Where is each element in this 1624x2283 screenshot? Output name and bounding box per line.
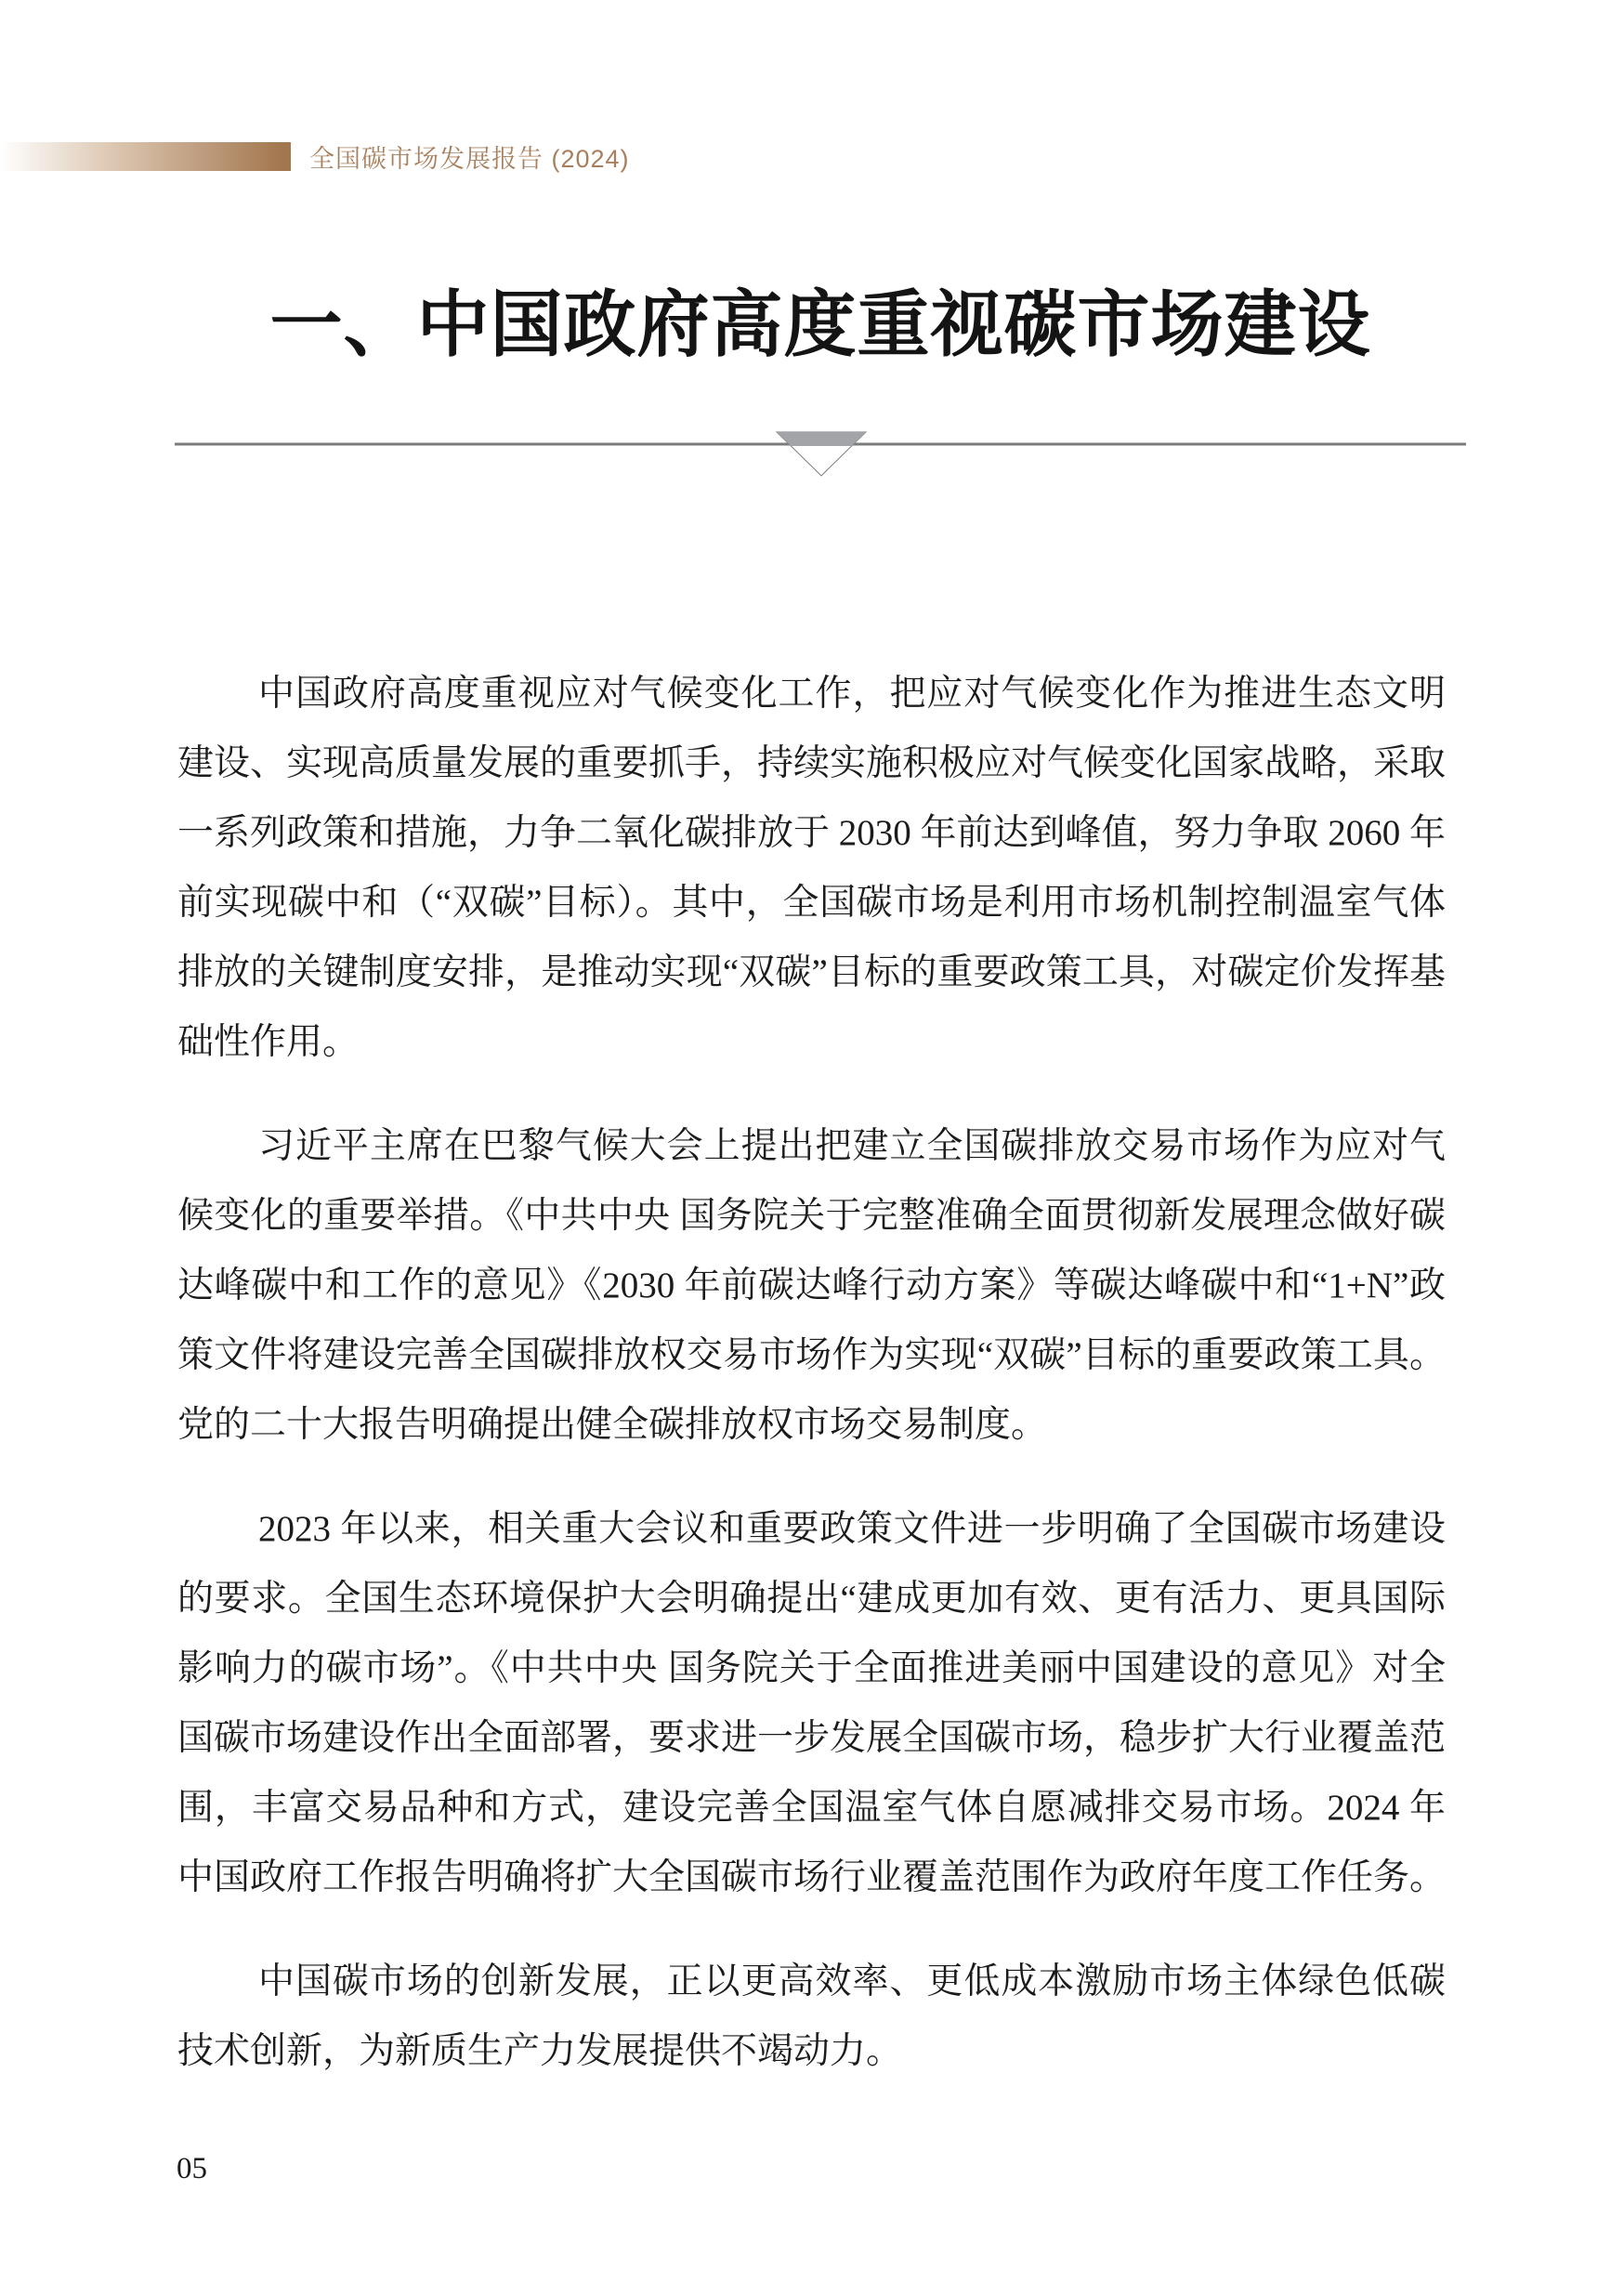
paragraph-3: 2023 年以来，相关重大会议和重要政策文件进一步明确了全国碳市场建设的要求。全国生态环境保护大会明确提出“建成更加有效、更有活力、更具国际影响力的碳市场”。《中共中央 国务院关于全面推进美丽中国建设的意见》对全国碳市场建设作出全面部署，要求进一步发展全国碳市场，稳步扩大行业覆盖范围，丰富交易品种和方式，建设完善全国温室气体自愿减排交易市场。2024 年中国政府工作报告明确将扩大全国碳市场行业覆盖范围作为政府年度工作任务。 <box>177 1509 1447 1897</box>
paragraph-4: 中国碳市场的创新发展，正以更高效率、更低成本激励市场主体绿色低碳技术创新，为新质生产力发展提供不竭动力。 <box>177 1962 1446 2071</box>
section-divider <box>175 426 1466 481</box>
header-gradient-bar <box>0 142 291 171</box>
paragraph-2: 习近平主席在巴黎气候大会上提出把建立全国碳排放交易市场作为应对气候变化的重要举措。《中共中央 国务院关于完整准确全面贯彻新发展理念做好碳达峰碳中和工作的意见》《2030 年前碳达峰行动方案》等碳达峰碳中和“1+N”政策文件将建设完善全国碳排放权交易市场作为实现“双碳”目标的重要政策工具。党的二十大报告明确提出健全碳排放权市场交易制度。 <box>177 1126 1446 1445</box>
body-text <box>177 659 1446 2120</box>
divider-triangle-icon <box>175 426 1466 481</box>
paragraph-1: 中国政府高度重视应对气候变化工作，把应对气候变化作为推进生态文明建设、实现高质量发展的重要抓手，持续实施积极应对气候变化国家战略，采取一系列政策和措施，力争二氧化碳排放于 2030 年前达到峰值，努力争取 2060 年前实现碳中和（“双碳”目标）。其中，全国碳市场是利用市场机制控制温室气体排放的关键制度安排，是推动实现“双碳”目标的重要政策工具，对碳定价发挥基础性作用。 <box>177 674 1447 1062</box>
report-title: 全国碳市场发展报告 (2024) <box>309 144 630 173</box>
section-heading: 一、中国政府高度重视碳市场建设 <box>269 284 1371 365</box>
page-number: 05 <box>177 2152 207 2185</box>
